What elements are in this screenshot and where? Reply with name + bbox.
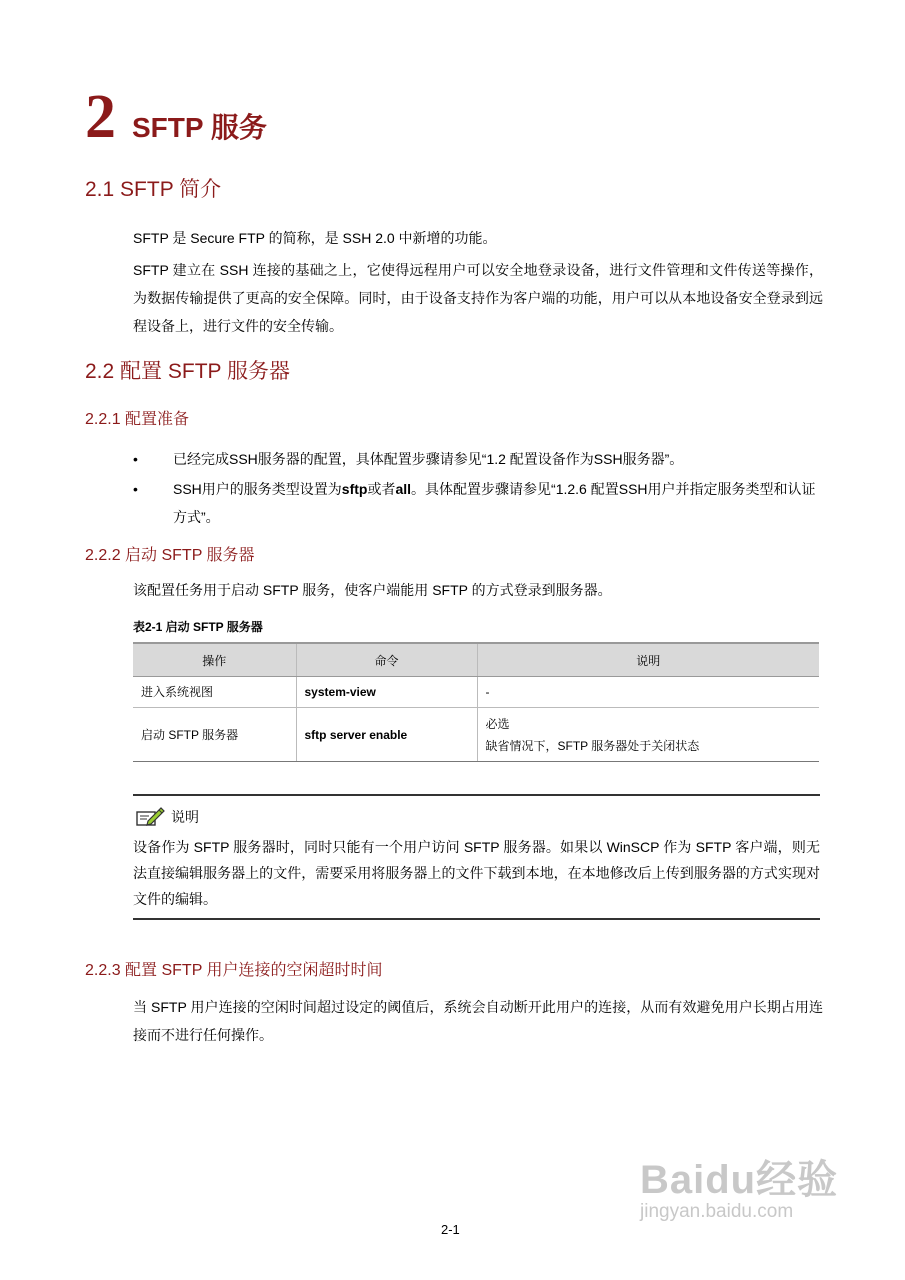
- section-heading-2-1: 2.1 SFTP 简介: [85, 178, 222, 201]
- page-number: 2-1: [441, 1222, 460, 1237]
- subsection-heading-2-2-1: 2.2.1 配置准备: [85, 411, 190, 428]
- bullet-icon: •: [133, 481, 138, 497]
- list-item: [133, 445, 823, 473]
- keyword-sftp: sftp: [341, 481, 368, 497]
- chapter-title: [85, 82, 267, 152]
- bullet-icon: •: [133, 451, 138, 467]
- bullet-text: SSH用户的服务类型设置为sftp或者all。具体配置步骤请参见“1.2.6 配置SSH用户并指定服务类型和认证方式”。: [173, 481, 816, 525]
- note-text: 设备作为 SFTP 服务器时，同时只能有一个用户访问 SFTP 服务器。如果以 WinSCP 作为 SFTP 客户端，则无法直接编辑服务器上的文件，需要采用将服务器上的文件下载到本地，在本地修改后上传到服务器的方式实现对文件的编辑。: [133, 839, 820, 907]
- table-row: [133, 708, 819, 762]
- paragraph-idle-timeout: 当 SFTP 用户连接的空闲时间超过设定的阈值后，系统会自动断开此用户的连接，从而有效避免用户长期占用连接而不进行任何操作。: [133, 999, 823, 1043]
- paragraph-sftp-description: SFTP 建立在 SSH 连接的基础之上，它使得远程用户可以安全地登录设备，进行文件管理和文件传送等操作，为数据传输提供了更高的安全保障。同时，由于设备支持作为客户端的功能，用户可以从本地设备安全登录到远程设备上，进行文件的安全传输。: [133, 262, 823, 334]
- table-cell-operation: 进入系统视图: [133, 677, 296, 708]
- table-cell-command: system-view: [296, 677, 477, 708]
- section-heading-2-2: 2.2 配置 SFTP 服务器: [85, 360, 290, 383]
- paragraph-sftp-definition: SFTP 是 Secure FTP 的简称，是 SSH 2.0 中新增的功能。: [133, 230, 497, 246]
- note-pencil-icon: [135, 806, 165, 828]
- note-box: [133, 794, 820, 920]
- chapter-number: 2: [85, 83, 116, 151]
- note-header: [135, 806, 199, 828]
- table-header-command: 命令: [296, 643, 477, 677]
- subsection-heading-2-2-2: 2.2.2 启动 SFTP 服务器: [85, 547, 255, 564]
- subsection-heading-2-2-3: 2.2.3 配置 SFTP 用户连接的空闲超时时间: [85, 962, 383, 979]
- watermark: [640, 1148, 838, 1223]
- table-header-description: 说明: [477, 643, 819, 677]
- keyword-all: all: [395, 481, 412, 497]
- table-caption: 表2-1 启动 SFTP 服务器: [133, 620, 263, 634]
- chapter-heading: SFTP 服务: [132, 112, 267, 143]
- command-table: [133, 642, 819, 762]
- note-label: 说明: [171, 809, 199, 825]
- bullet-text: 已经完成SSH服务器的配置，具体配置步骤请参见“1.2 配置设备作为SSH服务器”。: [173, 451, 684, 467]
- table-cell-operation: 启动 SFTP 服务器: [133, 708, 296, 762]
- watermark-logo: Baidu经验: [640, 1158, 839, 1202]
- table-cell-command: sftp server enable: [296, 708, 477, 762]
- table-header-operation: 操作: [133, 643, 296, 677]
- table-cell-description: -: [477, 677, 819, 708]
- list-item: [133, 475, 823, 531]
- table-row: [133, 677, 819, 708]
- watermark-url: jingyan.baidu.com: [640, 1201, 794, 1222]
- table-cell-description: 必选 缺省情况下，SFTP 服务器处于关闭状态: [477, 708, 819, 762]
- paragraph-task-description: 该配置任务用于启动 SFTP 服务，使客户端能用 SFTP 的方式登录到服务器。: [133, 582, 612, 598]
